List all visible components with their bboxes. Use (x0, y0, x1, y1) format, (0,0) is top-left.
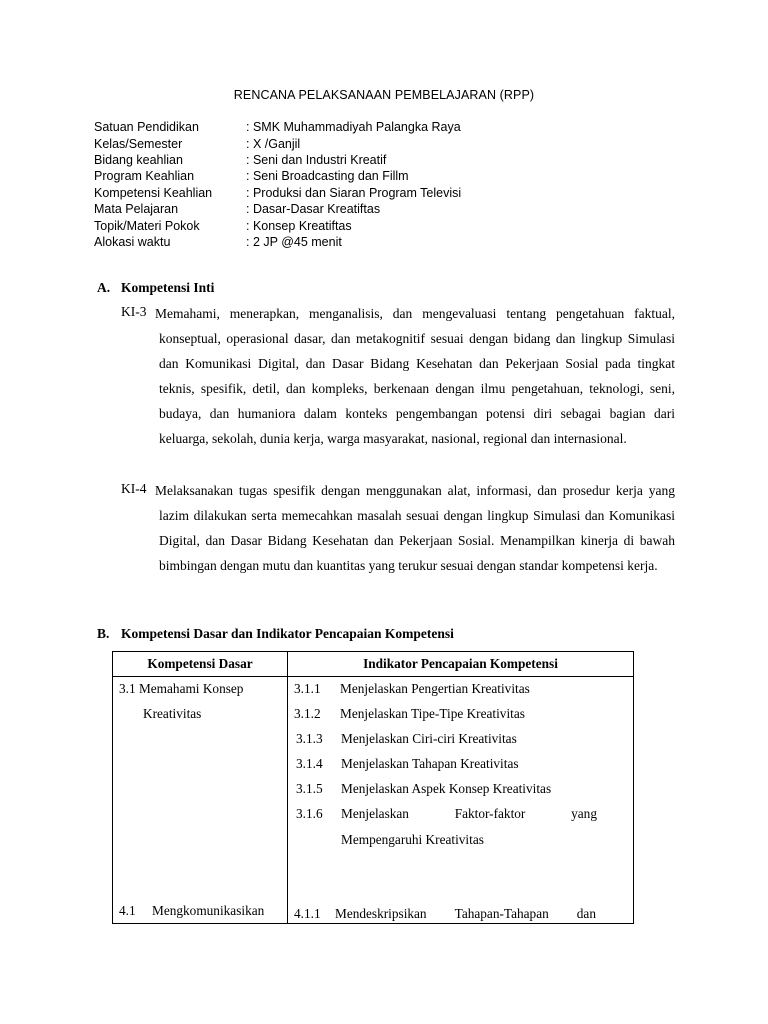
indicator-word: yang (571, 806, 597, 821)
identity-label: Kelas/Semester (94, 136, 183, 151)
table-header-indicator: Indikator Pencapaian Kompetensi (288, 652, 634, 677)
indicator-text: Menjelaskan Aspek Konsep Kreativitas (341, 781, 552, 796)
indicator-text: Menjelaskan Tahapan Kreativitas (341, 756, 519, 771)
identity-value: : Konsep Kreatiftas (246, 218, 352, 233)
ki4-text: Melaksanakan tugas spesifik dengan menggunakan alat, informasi, dan prosedur kerja yang lazim dilakukan serta memecahkan masalah sesuai dengan lingkup Simulasi dan Komunikasi Digital, dan Dasar Bidang Kesehatan dan Pekerjaan Sosial. Menampilkan kinerja di bawah bimbingan dengan mutu dan kuantitas yang terukur sesuai dengan standar kompetensi kerja. (155, 483, 675, 574)
identity-label: Topik/Materi Pokok (94, 218, 200, 233)
kd-3-1-line1: 3.1 Memahami Konsep (119, 681, 244, 696)
identity-value: : Dasar-Dasar Kreatiftas (246, 202, 381, 217)
section-a-title: Kompetensi Inti (121, 280, 215, 295)
kd-4-1-text: Mengkomunikasikan (152, 903, 265, 918)
identity-row (94, 135, 461, 151)
identity-row (94, 119, 461, 135)
indicator-number: 3.1.5 (296, 781, 323, 796)
indicator-number: 3.1.3 (296, 731, 323, 746)
indicator-number: 3.1.4 (296, 756, 323, 771)
indicator-cell (288, 677, 634, 924)
document-title: RENCANA PELAKSANAAN PEMBELAJARAN (RPP) (233, 88, 535, 102)
identity-row (94, 185, 461, 201)
section-a-heading (97, 280, 214, 296)
indicator-text (335, 906, 596, 922)
indicator-word: Mendeskripsikan (335, 906, 427, 921)
kd-3-1-line2: Kreativitas (143, 706, 202, 721)
indicator-text (341, 806, 597, 822)
identity-label: Satuan Pendidikan (94, 120, 199, 135)
indicator-text: Menjelaskan Tipe-Tipe Kreativitas (340, 706, 525, 721)
identity-row (94, 234, 461, 250)
indicator-word: Faktor-faktor (454, 806, 526, 821)
identity-row (94, 152, 461, 168)
identity-label: Alokasi waktu (94, 234, 171, 249)
kd-4-1-number: 4.1 (119, 903, 136, 918)
indicator-number: 3.1.6 (296, 806, 323, 821)
identity-label: Program Keahlian (94, 169, 195, 184)
identity-value: : Produksi dan Siaran Program Televisi (246, 185, 462, 200)
indicator-number: 3.1.2 (294, 706, 321, 721)
section-b-heading (97, 626, 454, 642)
ki3-text: Memahami, menerapkan, menganalisis, dan mengevaluasi tentang pengetahuan faktual, konseptual, operasional dasar, dan metakognitif sesuai dengan bidang dan lingkup Simulasi dan Komunikasi Digital, dan Dasar Bidang Kesehatan dan Pekerjaan Sosial pada tingkat teknis, spesifik, detil, dan kompleks, berkenaan dengan ilmu pengetahuan, teknologi, seni, budaya, dan humaniora dalam konteks pengembangan potensi diri sebagai bagian dari keluarga, sekolah, dunia kerja, warga masyarakat, nasional, regional dan internasional. (155, 306, 675, 447)
identity-value: : 2 JP @45 menit (246, 234, 342, 249)
identity-value: : Seni dan Industri Kreatif (246, 152, 387, 167)
indicator-text: Menjelaskan Pengertian Kreativitas (340, 681, 530, 696)
kd-cell (113, 677, 288, 924)
indicator-text-line2: Mempengaruhi Kreativitas (341, 832, 484, 847)
indicator-word: Tahapan-Tahapan (454, 906, 549, 921)
indicator-text: Menjelaskan Ciri-ciri Kreativitas (341, 731, 517, 746)
identity-value: : X /Ganjil (246, 136, 301, 151)
section-b-title: Kompetensi Dasar dan Indikator Pencapaian Kompetensi (121, 626, 454, 641)
section-b-letter: B. (97, 626, 110, 641)
identity-row (94, 201, 461, 217)
identity-value: : Seni Broadcasting dan Fillm (246, 169, 409, 184)
table-row (113, 677, 634, 924)
identity-label: Kompetensi Keahlian (94, 185, 213, 200)
identity-label: Mata Pelajaran (94, 202, 179, 217)
section-a-letter: A. (97, 280, 111, 295)
identity-label: Bidang keahlian (94, 152, 183, 167)
indicator-number: 3.1.1 (294, 681, 321, 696)
identity-block (94, 119, 461, 250)
identity-row (94, 168, 461, 184)
table-header-row (113, 652, 634, 677)
indicator-word: dan (576, 906, 596, 921)
competency-table (112, 651, 634, 924)
ki3-code: KI-3 (121, 304, 147, 319)
indicator-word: Menjelaskan (341, 806, 409, 821)
ki4-code: KI-4 (121, 481, 147, 496)
identity-value: : SMK Muhammadiyah Palangka Raya (246, 120, 461, 135)
indicator-number: 4.1.1 (294, 906, 321, 921)
table-header-kd: Kompetensi Dasar (113, 652, 288, 677)
identity-row (94, 217, 461, 233)
